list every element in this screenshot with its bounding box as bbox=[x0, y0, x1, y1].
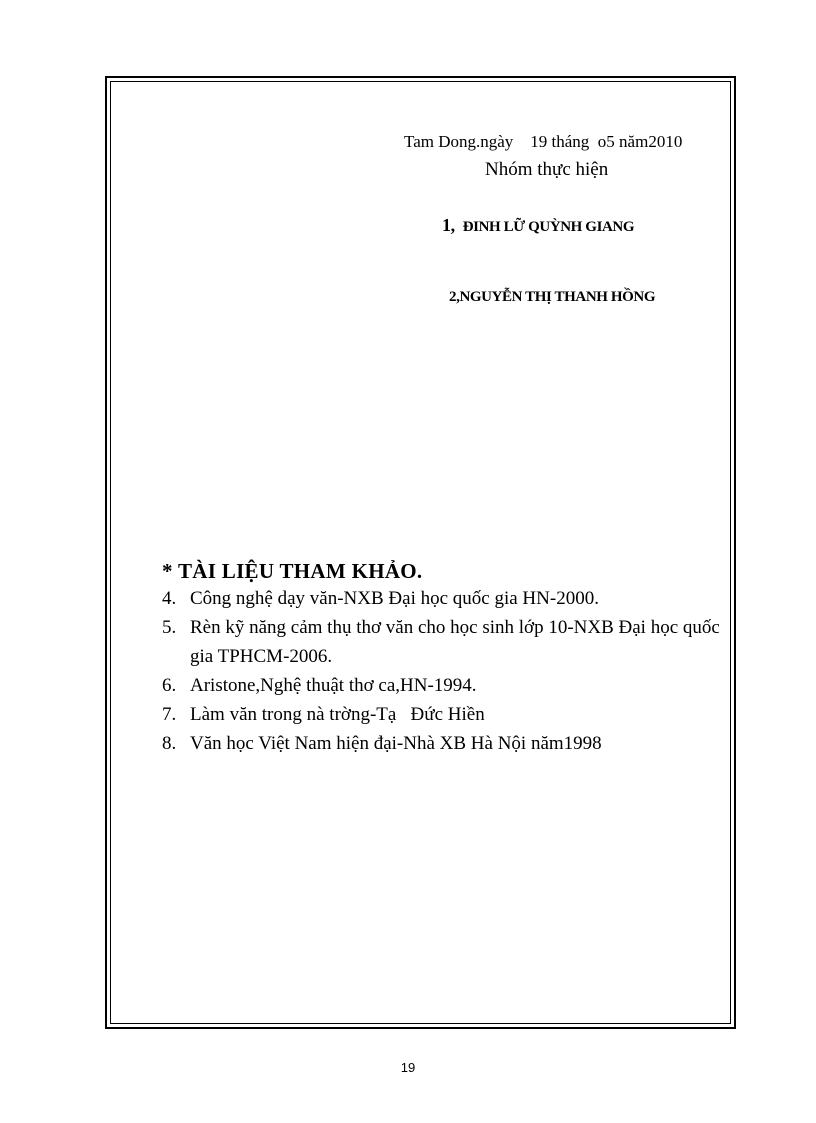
reference-number: 4. bbox=[162, 588, 177, 609]
member-2-name: 2,NGUYỄN THỊ THANH HỒNG bbox=[449, 289, 656, 305]
reference-item bbox=[162, 584, 722, 613]
date-line: Tam Dong.ngày 19 tháng o5 năm2010 bbox=[404, 132, 683, 151]
reference-text: Aristone,Nghệ thuật thơ ca,HN-1994. bbox=[190, 675, 477, 696]
member-2 bbox=[449, 290, 655, 305]
reference-text: Văn học Việt Nam hiện đại-Nhà XB Hà Nội năm1998 bbox=[190, 733, 602, 754]
reference-number: 6. bbox=[162, 675, 177, 696]
reference-item bbox=[162, 700, 722, 729]
references-heading: * TÀI LIỆU THAM KHẢO. bbox=[162, 559, 423, 583]
member-1-name: ĐINH LỮ QUỲNH GIANG bbox=[462, 219, 635, 235]
reference-number: 5. bbox=[162, 617, 177, 638]
group-label: Nhóm thực hiện bbox=[485, 159, 609, 180]
reference-item bbox=[162, 671, 722, 700]
reference-item bbox=[162, 729, 722, 758]
reference-item bbox=[162, 613, 722, 671]
reference-text: Công nghệ dạy văn-NXB Đại học quốc gia HN-2000. bbox=[190, 588, 599, 609]
member-1 bbox=[442, 216, 634, 235]
reference-text: Rèn kỹ năng cảm thụ thơ văn cho học sinh lớp 10-NXB Đại học quốc gia TPHCM-2006. bbox=[190, 617, 720, 667]
reference-number: 8. bbox=[162, 733, 177, 754]
references-list bbox=[162, 584, 722, 758]
reference-text: Làm văn trong nà trờng-Tạ Đức Hiền bbox=[190, 704, 485, 725]
reference-number: 7. bbox=[162, 704, 177, 725]
page-border-inner bbox=[110, 81, 731, 1024]
member-1-number: 1, bbox=[442, 215, 455, 235]
page-number: 19 bbox=[400, 1060, 416, 1075]
page-border bbox=[105, 76, 736, 1029]
